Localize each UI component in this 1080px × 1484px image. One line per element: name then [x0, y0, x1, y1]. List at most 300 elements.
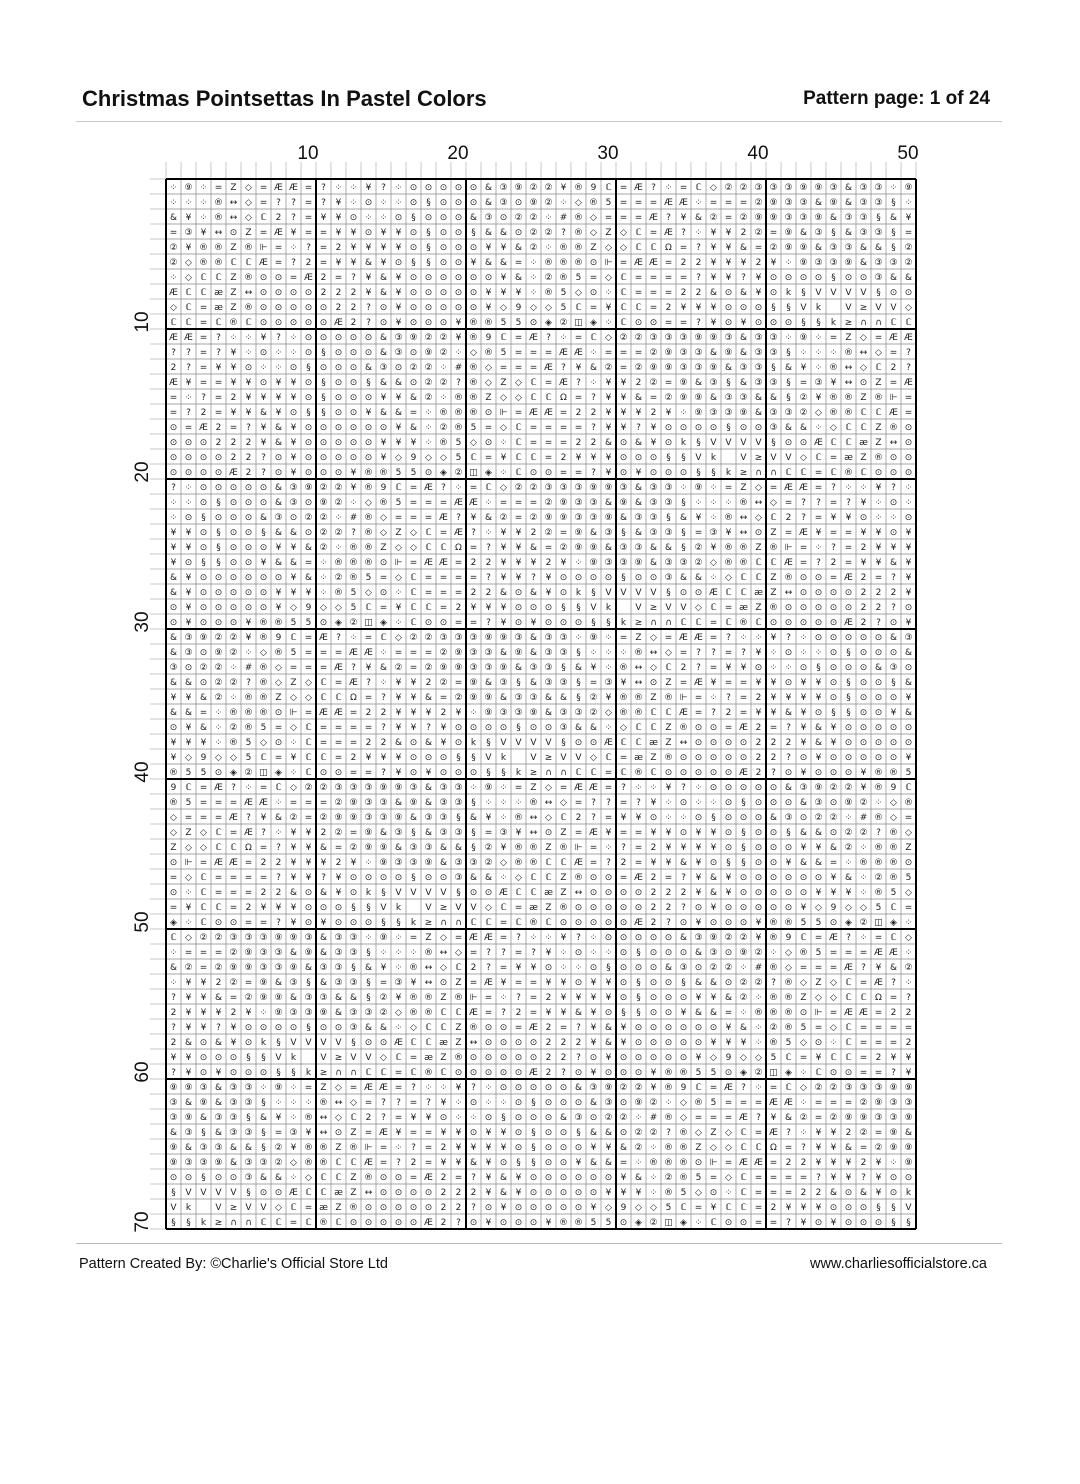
stitch-symbol: ◇	[500, 302, 507, 313]
stitch-symbol: ?	[381, 767, 386, 778]
stitch-symbol: ⁘	[499, 782, 508, 793]
stitch-symbol: &	[859, 242, 868, 253]
stitch-symbol: ⊙	[379, 1037, 388, 1048]
stitch-symbol: ⊙	[244, 1022, 253, 1033]
stitch-symbol: ③	[454, 782, 463, 793]
stitch-symbol: ®	[634, 707, 643, 718]
stitch-symbol: ?	[801, 512, 806, 523]
stitch-symbol: ⊙	[409, 182, 418, 193]
stitch-symbol: ¥	[365, 287, 372, 298]
stitch-symbol: &	[439, 857, 448, 868]
stitch-symbol: ③	[679, 332, 688, 343]
stitch-symbol: ⊙	[754, 422, 763, 433]
stitch-symbol: 2	[305, 257, 312, 268]
stitch-symbol: ?	[831, 542, 836, 553]
stitch-symbol: §	[726, 377, 731, 388]
stitch-symbol: Z	[485, 392, 492, 403]
stitch-symbol: 2	[695, 257, 702, 268]
stitch-symbol: ⊙	[229, 527, 238, 538]
stitch-symbol: ⊙	[214, 1172, 223, 1183]
stitch-symbol: ③	[454, 857, 463, 868]
stitch-symbol: ≥	[649, 602, 658, 613]
stitch-symbol: ⊙	[199, 437, 208, 448]
stitch-symbol: ◇	[335, 602, 342, 613]
stitch-symbol: ⁘	[424, 407, 433, 418]
stitch-symbol: ®	[469, 332, 478, 343]
stitch-symbol: =	[889, 1022, 898, 1033]
stitch-symbol: §	[351, 902, 356, 913]
stitch-symbol: ③	[274, 962, 283, 973]
stitch-symbol: =	[904, 392, 913, 403]
stitch-symbol: =	[439, 587, 448, 598]
stitch-symbol: ③	[304, 932, 313, 943]
stitch-symbol: &	[634, 1172, 643, 1183]
stitch-symbol: 2	[320, 287, 327, 298]
stitch-symbol: §	[216, 527, 221, 538]
stitch-symbol: ¥	[710, 317, 717, 328]
stitch-symbol: §	[426, 227, 431, 238]
stitch-symbol: &	[844, 227, 853, 238]
stitch-symbol: &	[379, 272, 388, 283]
stitch-symbol: =	[859, 1052, 868, 1063]
stitch-symbol: ¥	[905, 617, 912, 628]
stitch-symbol: ⊙	[484, 1052, 493, 1063]
stitch-symbol: k	[500, 752, 507, 763]
stitch-symbol: ◫	[259, 767, 268, 778]
stitch-symbol: ®	[364, 557, 373, 568]
stitch-symbol: ⊙	[829, 1202, 838, 1213]
stitch-symbol: ⊙	[634, 932, 643, 943]
stitch-symbol: ¥	[410, 1112, 417, 1123]
stitch-symbol: =	[754, 1202, 763, 1213]
stitch-symbol: ¥	[740, 662, 747, 673]
stitch-symbol: =	[694, 1112, 703, 1123]
stitch-symbol: Æ	[349, 677, 358, 688]
stitch-symbol: ®	[664, 1142, 673, 1153]
stitch-symbol: ③	[619, 557, 628, 568]
stitch-symbol: =	[799, 962, 808, 973]
stitch-symbol: ¥	[830, 872, 837, 883]
stitch-symbol: ?	[381, 1097, 386, 1108]
stitch-symbol: ⁘	[169, 182, 178, 193]
stitch-symbol: ⑨	[214, 647, 223, 658]
stitch-symbol: ⊙	[199, 602, 208, 613]
stitch-symbol: ⊙	[349, 362, 358, 373]
stitch-symbol: ⑨	[529, 197, 538, 208]
stitch-symbol: ⊙	[499, 1037, 508, 1048]
stitch-symbol: V	[740, 452, 747, 463]
stitch-symbol: #	[649, 1112, 658, 1123]
stitch-symbol: =	[364, 722, 373, 733]
stitch-symbol: &	[499, 692, 508, 703]
stitch-symbol: ⊙	[514, 617, 523, 628]
stitch-symbol: =	[334, 842, 343, 853]
stitch-symbol: &	[169, 707, 178, 718]
stitch-symbol: ℂ	[800, 467, 807, 478]
stitch-symbol: ◇	[470, 437, 477, 448]
stitch-symbol: &	[214, 1082, 223, 1093]
stitch-symbol: ®	[439, 407, 448, 418]
stitch-symbol: Æ	[769, 1097, 778, 1108]
stitch-symbol: ②	[454, 692, 463, 703]
stitch-symbol: =	[829, 1007, 838, 1018]
stitch-symbol: ¥	[815, 1202, 822, 1213]
stitch-symbol: ⊙	[319, 332, 328, 343]
stitch-symbol: 2	[665, 902, 672, 913]
stitch-symbol: ⁘	[589, 947, 598, 958]
stitch-symbol: ¥	[875, 1172, 882, 1183]
stitch-symbol: =	[874, 332, 883, 343]
stitch-symbol: ⁘	[604, 647, 613, 658]
stitch-symbol: ②	[649, 1217, 658, 1228]
stitch-symbol: ⁘	[694, 782, 703, 793]
stitch-symbol: ⑨	[319, 1007, 328, 1018]
stitch-symbol: ⁘	[274, 362, 283, 373]
stitch-symbol: Z	[230, 242, 237, 253]
stitch-symbol: ③	[439, 827, 448, 838]
stitch-symbol: ℂ	[785, 467, 792, 478]
stitch-symbol: ⊙	[304, 887, 313, 898]
stitch-symbol: ⊙	[379, 1172, 388, 1183]
stitch-symbol: ⊩	[289, 707, 298, 718]
stitch-symbol: ?	[726, 632, 731, 643]
stitch-symbol: ®	[319, 1217, 328, 1228]
stitch-symbol: V	[455, 902, 462, 913]
stitch-symbol: Z	[695, 1142, 702, 1153]
stitch-symbol: ⊩	[814, 1007, 823, 1018]
stitch-symbol: ⊙	[334, 917, 343, 928]
stitch-symbol: =	[439, 602, 448, 613]
stitch-symbol: =	[214, 872, 223, 883]
stitch-symbol: ②	[199, 932, 208, 943]
stitch-symbol: æ	[334, 1187, 343, 1198]
stitch-symbol: Æ	[274, 182, 283, 193]
stitch-symbol: &	[724, 992, 733, 1003]
stitch-symbol: ⊙	[169, 422, 178, 433]
stitch-symbol: ?	[591, 797, 596, 808]
stitch-symbol: §	[561, 602, 566, 613]
stitch-symbol: ⁘	[889, 182, 898, 193]
stitch-symbol: ⊙	[469, 197, 478, 208]
stitch-symbol: ⁘	[604, 287, 613, 298]
stitch-symbol: ¥	[395, 752, 402, 763]
stitch-symbol: ③	[724, 392, 733, 403]
stitch-symbol: ⊙	[304, 917, 313, 928]
stitch-symbol: ⊙	[814, 872, 823, 883]
stitch-symbol: ②	[214, 932, 223, 943]
stitch-symbol: ②	[439, 332, 448, 343]
stitch-symbol: ◫	[574, 317, 583, 328]
stitch-symbol: ⊙	[424, 317, 433, 328]
stitch-symbol: ℂ	[170, 932, 177, 943]
stitch-symbol: ℂ	[830, 437, 837, 448]
stitch-symbol: ¥	[770, 707, 777, 718]
stitch-symbol: ⊙	[889, 452, 898, 463]
stitch-symbol: ◇	[800, 977, 807, 988]
stitch-symbol: ¥	[620, 377, 627, 388]
stitch-symbol: ⑨	[319, 497, 328, 508]
stitch-symbol: =	[604, 212, 613, 223]
stitch-symbol: ◇	[830, 992, 837, 1003]
stitch-symbol: &	[709, 977, 718, 988]
stitch-symbol: ⁘	[169, 512, 178, 523]
stitch-symbol: ℂ	[350, 1157, 357, 1168]
stitch-symbol: ⊙	[499, 1052, 508, 1063]
stitch-symbol: ?	[471, 1202, 476, 1213]
stitch-symbol: Æ	[574, 857, 583, 868]
stitch-symbol: ③	[484, 647, 493, 658]
stitch-symbol: ②	[289, 812, 298, 823]
stitch-symbol: ®	[199, 242, 208, 253]
stitch-symbol: 5	[905, 872, 912, 883]
stitch-symbol: ℂ	[845, 1052, 852, 1063]
stitch-symbol: ℂ	[410, 1037, 417, 1048]
stitch-symbol: =	[229, 902, 238, 913]
stitch-symbol: ◇	[380, 512, 387, 523]
stitch-symbol: ¥	[815, 527, 822, 538]
stitch-symbol: ⊙	[559, 1082, 568, 1093]
stitch-symbol: ③	[304, 1007, 313, 1018]
stitch-symbol: &	[484, 677, 493, 688]
stitch-symbol: =	[199, 947, 208, 958]
stitch-symbol: ¥	[800, 677, 807, 688]
stitch-symbol: ¥	[620, 1037, 627, 1048]
stitch-symbol: ℂ	[380, 632, 387, 643]
stitch-symbol: ⁘	[214, 722, 223, 733]
stitch-symbol: ⁘	[499, 1097, 508, 1108]
stitch-symbol: 5	[305, 617, 312, 628]
stitch-symbol: ③	[469, 662, 478, 673]
stitch-symbol: ⁘	[394, 932, 403, 943]
stitch-symbol: =	[814, 962, 823, 973]
stitch-symbol: 2	[575, 437, 582, 448]
stitch-symbol: Æ	[319, 632, 328, 643]
stitch-symbol: ⊙	[844, 1187, 853, 1198]
stitch-symbol: =	[289, 1217, 298, 1228]
stitch-symbol: ®	[784, 977, 793, 988]
stitch-symbol: ⊙	[649, 317, 658, 328]
stitch-symbol: ¥	[395, 272, 402, 283]
stitch-symbol: ◇	[275, 1202, 282, 1213]
stitch-symbol: §	[876, 1202, 881, 1213]
stitch-symbol: ③	[844, 242, 853, 253]
stitch-symbol: ⁘	[679, 482, 688, 493]
stitch-symbol: =	[874, 1022, 883, 1033]
stitch-symbol: ⊙	[814, 602, 823, 613]
stitch-symbol: ⁘	[694, 197, 703, 208]
stitch-symbol: ⊙	[799, 812, 808, 823]
stitch-symbol: ⊙	[754, 842, 763, 853]
stitch-symbol: ¥	[755, 677, 762, 688]
stitch-symbol: ?	[261, 827, 266, 838]
stitch-symbol: =	[499, 497, 508, 508]
stitch-symbol: ⊙	[739, 782, 748, 793]
stitch-symbol: ⊙	[229, 602, 238, 613]
stitch-symbol: §	[741, 857, 746, 868]
stitch-symbol: ③	[649, 527, 658, 538]
stitch-symbol: ◇	[710, 1142, 717, 1153]
stitch-symbol: ②	[529, 512, 538, 523]
stitch-symbol: &	[184, 707, 193, 718]
stitch-symbol: ®	[514, 812, 523, 823]
stitch-symbol: =	[799, 1052, 808, 1063]
stitch-symbol: =	[364, 632, 373, 643]
stitch-symbol: &	[694, 947, 703, 958]
stitch-symbol: ⁘	[394, 1142, 403, 1153]
stitch-symbol: ◇	[305, 1172, 312, 1183]
stitch-symbol: ¥	[905, 542, 912, 553]
stitch-symbol: ⊙	[214, 467, 223, 478]
stitch-symbol: ⊙	[829, 617, 838, 628]
stitch-symbol: =	[424, 572, 433, 583]
stitch-symbol: ®	[349, 1142, 358, 1153]
stitch-symbol: Æ	[634, 257, 643, 268]
stitch-symbol: &	[799, 227, 808, 238]
stitch-symbol: ®	[439, 437, 448, 448]
stitch-symbol: ∩	[455, 917, 462, 928]
stitch-symbol: ⁘	[619, 647, 628, 658]
stitch-symbol: ¥	[500, 1142, 507, 1153]
stitch-symbol: ⑨	[799, 242, 808, 253]
stitch-symbol: ¥	[395, 287, 402, 298]
stitch-symbol: ⊙	[679, 767, 688, 778]
stitch-symbol: ⁘	[709, 482, 718, 493]
stitch-symbol: &	[499, 587, 508, 598]
stitch-symbol: =	[409, 1052, 418, 1063]
stitch-symbol: ②	[169, 257, 178, 268]
stitch-symbol: =	[784, 1172, 793, 1183]
stitch-symbol: ③	[769, 407, 778, 418]
stitch-symbol: 9	[485, 332, 492, 343]
stitch-symbol: ¥	[845, 887, 852, 898]
stitch-symbol: ⊙	[709, 422, 718, 433]
stitch-symbol: ⊙	[694, 1037, 703, 1048]
stitch-symbol: ◇	[545, 302, 552, 313]
stitch-symbol: ¥	[485, 812, 492, 823]
stitch-symbol: ¥	[290, 542, 297, 553]
stitch-symbol: ②	[349, 617, 358, 628]
stitch-symbol: ⊙	[784, 647, 793, 658]
stitch-symbol: =	[724, 197, 733, 208]
stitch-symbol: ®	[364, 1172, 373, 1183]
stitch-symbol: Ω	[560, 392, 567, 403]
stitch-symbol: ¥	[875, 1157, 882, 1168]
stitch-symbol: §	[771, 437, 776, 448]
stitch-symbol: ③	[229, 1127, 238, 1138]
stitch-symbol: ◇	[455, 947, 462, 958]
stitch-symbol: &	[709, 392, 718, 403]
stitch-symbol: ¥	[395, 602, 402, 613]
stitch-symbol: ®	[379, 467, 388, 478]
stitch-symbol: ®	[664, 1157, 673, 1168]
stitch-symbol: 2	[800, 1187, 807, 1198]
stitch-symbol: ¥	[275, 587, 282, 598]
stitch-symbol: ⊙	[604, 1067, 613, 1078]
stitch-symbol: ?	[486, 542, 491, 553]
stitch-symbol: ¥	[290, 392, 297, 403]
stitch-symbol: V	[425, 902, 432, 913]
stitch-symbol: ⊙	[469, 287, 478, 298]
stitch-symbol: ⊙	[229, 917, 238, 928]
stitch-symbol: =	[259, 182, 268, 193]
stitch-symbol: ③	[754, 362, 763, 373]
stitch-symbol: ⊙	[244, 497, 253, 508]
stitch-symbol: ⊙	[649, 572, 658, 583]
stitch-symbol: &	[289, 947, 298, 958]
stitch-symbol: ⑨	[274, 932, 283, 943]
stitch-symbol: ¥	[335, 212, 342, 223]
stitch-symbol: ℂ	[695, 182, 702, 193]
stitch-symbol: ②	[844, 782, 853, 793]
stitch-symbol: &	[319, 932, 328, 943]
stitch-symbol: ¥	[320, 212, 327, 223]
stitch-symbol: ⊙	[649, 467, 658, 478]
stitch-symbol: ⁘	[289, 347, 298, 358]
stitch-symbol: ℂ	[230, 842, 237, 853]
stitch-symbol: ®	[214, 257, 223, 268]
stitch-symbol: ⊙	[679, 947, 688, 958]
stitch-symbol: ®	[214, 197, 223, 208]
stitch-symbol: ¥	[230, 407, 237, 418]
stitch-symbol: ⊙	[844, 632, 853, 643]
stitch-symbol: &	[214, 1127, 223, 1138]
stitch-symbol: ®	[514, 857, 523, 868]
stitch-symbol: &	[259, 1112, 268, 1123]
stitch-symbol: ⊙	[319, 617, 328, 628]
stitch-symbol: ℂ	[770, 557, 777, 568]
stitch-symbol: V	[470, 902, 477, 913]
stitch-symbol: ③	[679, 347, 688, 358]
stitch-symbol: ⁘	[604, 722, 613, 733]
stitch-symbol: ?	[891, 602, 896, 613]
stitch-symbol: ◇	[650, 662, 657, 673]
stitch-symbol: ⊙	[649, 812, 658, 823]
stitch-symbol: =	[484, 422, 493, 433]
stitch-symbol: Z	[320, 1082, 327, 1093]
stitch-symbol: &	[739, 332, 748, 343]
stitch-symbol: Æ	[244, 797, 253, 808]
stitch-symbol: =	[544, 542, 553, 553]
stitch-symbol: ⊙	[244, 1067, 253, 1078]
stitch-symbol: ③	[394, 347, 403, 358]
stitch-symbol: Z	[425, 932, 432, 943]
stitch-symbol: ⊙	[454, 1067, 463, 1078]
stitch-symbol: ◇	[185, 932, 192, 943]
stitch-symbol: ⑨	[904, 1082, 913, 1093]
stitch-symbol: =	[874, 572, 883, 583]
stitch-symbol: ③	[589, 512, 598, 523]
stitch-symbol: ③	[739, 392, 748, 403]
stitch-symbol: ¥	[725, 872, 732, 883]
stitch-symbol: ⑨	[379, 932, 388, 943]
stitch-symbol: 5	[350, 587, 357, 598]
stitch-symbol: ②	[619, 1112, 628, 1123]
stitch-symbol: &	[169, 962, 178, 973]
stitch-symbol: =	[424, 497, 433, 508]
stitch-symbol: =	[439, 497, 448, 508]
stitch-symbol: k	[725, 467, 732, 478]
stitch-symbol: =	[169, 407, 178, 418]
stitch-symbol: ⊙	[664, 947, 673, 958]
stitch-symbol: ⊙	[619, 932, 628, 943]
stitch-symbol: &	[844, 1142, 853, 1153]
stitch-symbol: ⊙	[574, 737, 583, 748]
stitch-symbol: =	[619, 197, 628, 208]
stitch-symbol: ⊙	[754, 887, 763, 898]
stitch-symbol: V	[425, 887, 432, 898]
stitch-symbol: ◇	[605, 1202, 612, 1213]
stitch-symbol: &	[499, 1172, 508, 1183]
